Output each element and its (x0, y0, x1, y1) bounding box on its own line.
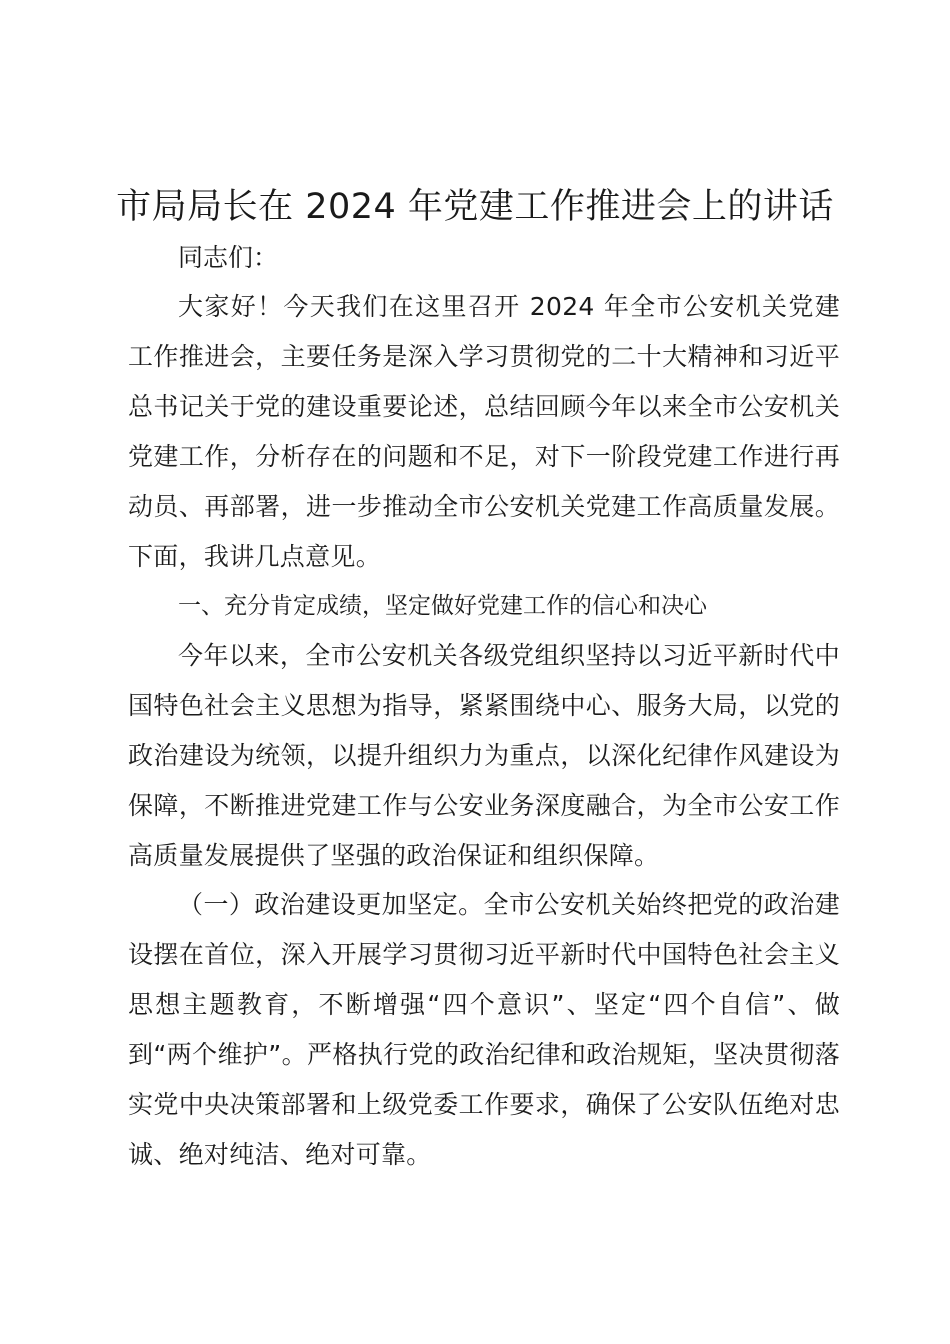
section-heading-1: 一、充分肯定成绩，坚定做好党建工作的信心和决心 (178, 593, 707, 619)
paragraph-achievements: 今年以来，全市公安机关各级党组织坚持以习近平新时代中国特色社会主义思想为指导，紧紧围绕中心、服务大局，以党的政治建设为统领，以提升组织力为重点，以深化纪律作风建设为保障，不断推进党建工作与公安业务深度融合，为全市公安工作高质量发展提供了坚强的政治保证和组织保障。 (128, 641, 840, 870)
salutation: 同志们： (178, 243, 279, 272)
document-title: 市局局长在 2024 年党建工作推进会上的讲话 (116, 187, 834, 227)
paragraph-political-building: （一）政治建设更加坚定。全市公安机关始终把党的政治建设摆在首位，深入开展学习贯彻习近平新时代中国特色社会主义思想主题教育，不断增强“四个意识”、坚定“四个自信”、做到“两个维护”。严格执行党的政治纪律和政治规矩，坚决贯彻落实党中央决策部署和上级党委工作要求，确保了公安队伍绝对忠诚、绝对纯洁、绝对可靠。 (128, 890, 840, 1169)
paragraph-opening: 大家好！今天我们在这里召开 2024 年全市公安机关党建工作推进会，主要任务是深入学习贯彻党的二十大精神和习近平总书记关于党的建设重要论述，总结回顾今年以来全市公安机关党建工作，分析存在的问题和不足，对下一阶段党建工作进行再动员、再部署，进一步推动全市公安机关党建工作高质量发展。下面，我讲几点意见。 (128, 292, 840, 571)
